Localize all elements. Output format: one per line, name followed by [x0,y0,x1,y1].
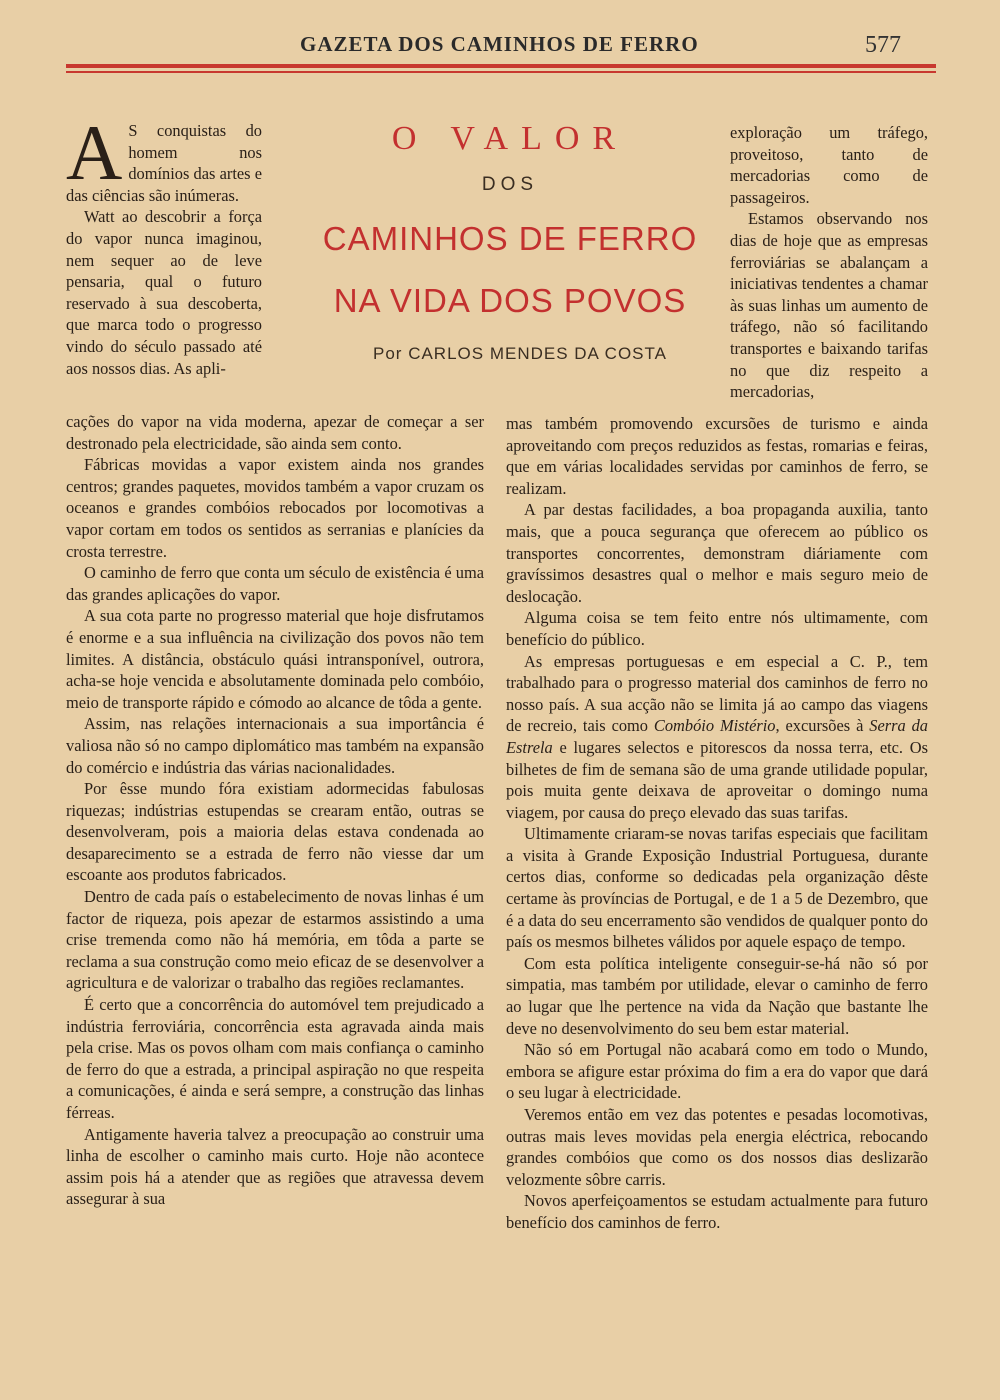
paragraph: Fábricas movidas a vapor existem ainda nos grandes centros; grandes paquetes, movidos também a vapor cruzam os oceanos e grandes combóios rebocados por locomotivas a vapor cortam em todos os sentidos as serranias e planícies da crosta terrestre. [66,455,484,561]
paragraph-text: e lugares selectos e pitorescos da nossa terra, etc. Os bilhetes de fim de semana são de uma grande utilidade popular, pois muita gente deixava de aproveitar o domingo numa viagem, por causa do preço elevado das suas tarifas. [506,737,928,822]
drop-cap: A [66,109,123,196]
running-head [0,30,1000,64]
italic-phrase: Serra da Estrela [506,716,928,757]
paragraph: Assim, nas relações internacionais a sua importância é valiosa não só no campo diplomático mas também na expansão do comércio e indústria das várias nacionalidades. [66,714,484,777]
italic-phrase: Combóio Mistério [653,716,776,736]
paragraph: Alguma coisa se tem feito entre nós ultimamente, com benefício do público. [506,608,928,649]
opening-paragraph [66,109,262,206]
header-rule-thick [66,64,936,68]
right-main-column [506,413,928,1234]
paragraph [506,651,928,824]
paragraph: Estamos observando nos dias de hoje que as empresas ferroviárias se abalançam a iniciativas tendentes a chamar às suas linhas um aumento de tráfego, não só facilitando transportes e baixando tarifas no que diz respeito a mercadorias, [730,209,928,402]
paragraph: mas também promovendo excursões de turismo e ainda aproveitando com preços reduzidos as festas, romarias e feiras, que em várias localidades servidas por caminhos de ferro, se realizam. [506,414,928,498]
paragraph: A par destas facilidades, a boa propaganda auxilia, tanto mais, que a pouca segurança que oferecem ao público os transportes concorrentes, demonstram diáriamente com gravíssimos desastres qual o melhor e mais seguro meio de deslocação. [506,500,928,606]
paragraph-text: As empresas portuguesas e em especial a C. P., tem trabalhado para o progresso material dos caminhos de ferro no nosso país. A sua acção não se limita já ao campo das viagens de recreio, tais como [506,651,928,736]
opening-text: S conquistas do homem nos domínios das artes e das ciências são inúmeras. [66,121,262,205]
article-title-line4: NA VIDA DOS POVOS [333,282,687,319]
article-title-line3: CAMINHOS DE FERRO [322,220,698,257]
paragraph: Não só em Portugal não acabará como em todo o Mundo, embora se afigure estar próxima do fim a era do vapor que dará o seu lugar à electricidade. [506,1040,928,1103]
left-main-column [66,411,484,1210]
paragraph: Novos aperfeiçoamentos se estudam actualmente para futuro benefício dos caminhos de ferro. [506,1191,928,1232]
article-title-line1: O VALOR [391,120,629,157]
paragraph: exploração um tráfego, proveitoso, tanto de mercadorias como de passageiros. [730,123,928,207]
paragraph: Por êsse mundo fóra existiam adormecidas fabulosas riquezas; indústrias estupendas se crearam então, outras se desenvolveram, pois a maioria delas estava condenada ao desaparecimento se a estrada de ferro não viesse dar um escoante aos produtos fabricados. [66,779,484,885]
paragraph: A sua cota parte no progresso material que hoje disfrutamos é enorme e a sua influência na civilização dos povos não tem limites. A distância, obstáculo quási intransponível, outrora, acha-se hoje vencida e absolutamente dominada pelo combóio, meio de transporte rápido e cómodo ao alcance de tôda a gente. [66,606,484,712]
right-top-column [730,122,928,403]
paragraph: Ultimamente criaram-se novas tarifas especiais que facilitam a visita à Grande Exposição Industrial Portuguesa, durante certos dias, conforme so dedicadas pela organização dêste certame às províncias de Portugal, e de 1 a 5 de Dezembro, que é a data do seu encerramento são vendidos de qualquer ponto do país os mesmos bilhetes válidos por aquele espaço de tempo. [506,824,928,952]
page-number: 577 [865,32,901,58]
paragraph: Antigamente haveria talvez a preocupação ao construir uma linha de escolher o caminho mais curto. Hoje não acontece assim pois há a atender que as regiões que atravessa devem assegurar à sua [66,1124,484,1209]
byline: Por CARLOS MENDES DA COSTA [373,344,667,363]
paragraph: É certo que a concorrência do automóvel tem prejudicado a indústria ferroviária, concorrência esta agravada ainda mais pela crise. Mas os povos olham com mais confiança o caminho de ferro do que a estrada, a principal aspiração no que respeita a comunicações, é ainda e será sempre, a construção das linhas férreas. [66,995,484,1122]
paragraph: Watt ao descobrir a força do vapor nunca imaginou, nem sequer ao de leve pensaria, qual o futuro reservado à sua descoberta, que marca todo o progresso vindo do século passado até aos nossos dias. As apli- [66,207,262,378]
left-top-column [66,109,262,379]
article-title-line2: DOS [481,174,539,195]
paragraph: Com esta política inteligente conseguir-se-há não só por simpatia, mas também por utilidade, elevar o caminho de ferro ao lugar que lhe pertence na vida da Nação que bastante lhe deve no desenvolvimento do seu bem estar material. [506,953,928,1038]
paragraph: O caminho de ferro que conta um século de existência é uma das grandes aplicações do vapor. [66,563,484,604]
header-rule-thin [66,71,936,73]
running-title: GAZETA DOS CAMINHOS DE FERRO [300,32,699,56]
paragraph: cações do vapor na vida moderna, apezar de começar a ser destronado pela electricidade, são ainda sem conto. [66,412,484,453]
paragraph-text: , excursões à [775,716,870,736]
paragraph: Dentro de cada país o estabelecimento de novas linhas é um factor de riqueza, pois apezar de estarmos assistindo a uma crise tremenda como não há memória, em tôda a parte se reclama a sua construção como meio eficaz de se desenvolver a agricultura e de valorizar o trabalho das regiões reclamantes. [66,887,484,993]
paragraph: Veremos então em vez das potentes e pesadas locomotivas, outras mais leves movidas pela energia eléctrica, rebocando grandes combóios que como os dos nossos dias deslizarão velozmente sôbre carris. [506,1105,928,1189]
